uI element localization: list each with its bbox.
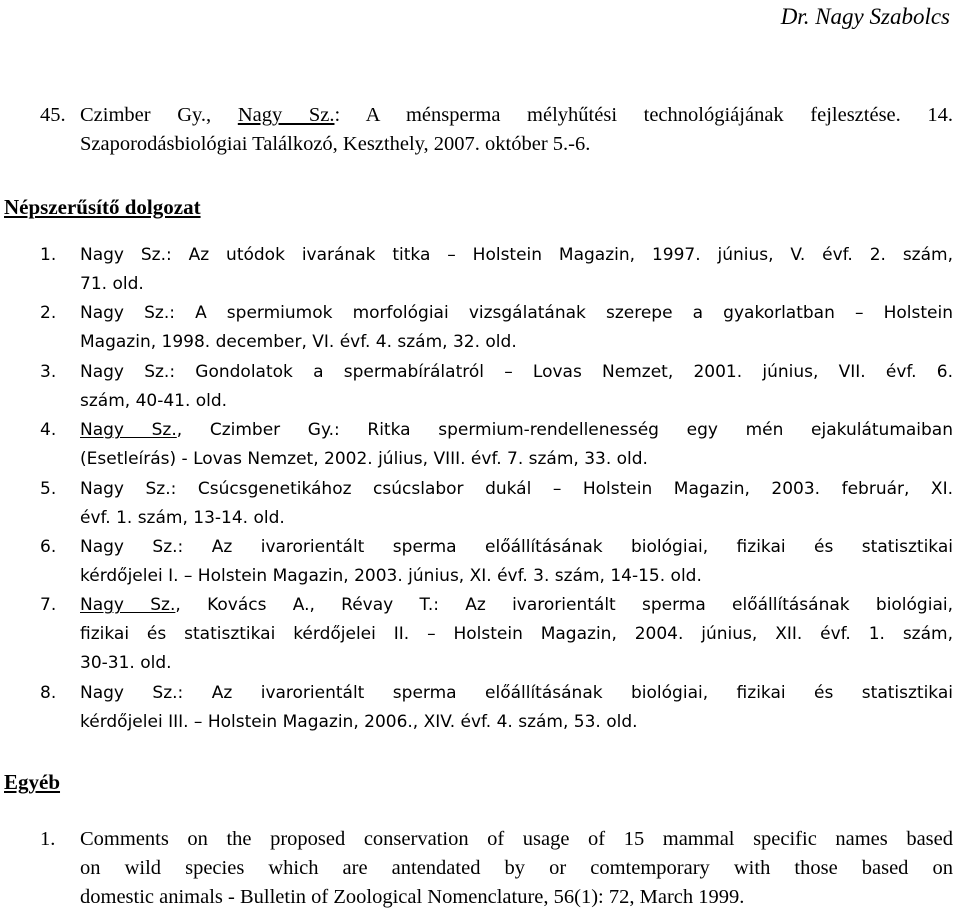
entry-line: Nagy Sz.: Az ivarorientált sperma előállításának biológiai, fizikai és statisztikai xyxy=(80,537,953,557)
entry-45-line-2: Szaporodásbiológiai Találkozó, Keszthely, 2007. október 5.-6. xyxy=(80,133,591,155)
publication-entry xyxy=(40,825,953,912)
publication-entry xyxy=(40,416,953,474)
entry-number: 1. xyxy=(40,828,56,850)
entry-line: Nagy Sz.: Az utódok ivarának titka – Holstein Magazin, 1997. június, V. évf. 2. szám, xyxy=(80,245,953,265)
entry-line: domestic animals - Bulletin of Zoological Nomenclature, 56(1): 72, March 1999. xyxy=(80,886,745,908)
entry-number: 4. xyxy=(40,420,57,441)
publication-entry xyxy=(40,533,953,591)
entry-line: (Esetleírás) - Lovas Nemzet, 2002. július, VIII. évf. 7. szám, 33. old. xyxy=(80,449,648,470)
entry-line: Nagy Sz.: A spermiumok morfológiai vizsgálatának szerepe a gyakorlatban – Holstein xyxy=(80,303,953,324)
entry-line: Magazin, 1998. december, VI. évf. 4. szám, 32. old. xyxy=(80,332,517,353)
underlined-author: Nagy Sz. xyxy=(237,104,335,126)
entry-line: 71. old. xyxy=(80,274,144,294)
entry-45-line-1: Czimber Gy., Nagy Sz.: A ménsperma mélyhűtési technológiájának fejlesztése. 14. xyxy=(80,104,954,126)
entry-number: 45. xyxy=(40,104,66,126)
section-title-other: Egyéb xyxy=(4,770,61,794)
publication-entry-45 xyxy=(40,101,953,159)
publication-entry xyxy=(40,475,953,533)
entry-number: 6. xyxy=(40,537,57,557)
entry-line: fizikai és statisztikai kérdőjelei II. – Holstein Magazin, 2004. június, XII. évf. 1. szám, xyxy=(80,624,953,645)
entry-line: on wild species which are antendated by or comtemporary with those based on xyxy=(80,857,953,879)
entry-line: Nagy Sz.: Csúcsgenetikához csúcslabor dukál – Holstein Magazin, 2003. február, XI. xyxy=(80,478,953,499)
section-title-popular: Népszerűsítő dolgozat xyxy=(4,195,201,219)
entry-number: 3. xyxy=(40,361,57,382)
entry-line: Nagy Sz., Kovács A., Révay T.: Az ivarorientált sperma előállításának biológiai, xyxy=(80,595,953,616)
entry-line: Nagy Sz.: Gondolatok a spermabírálatról – Lovas Nemzet, 2001. június, VII. évf. 6. xyxy=(80,361,953,382)
entry-line: kérdőjelei I. – Holstein Magazin, 2003. június, XI. évf. 3. szám, 14-15. old. xyxy=(80,566,702,586)
publication-entry xyxy=(40,241,953,299)
entry-line: Nagy Sz.: Az ivarorientált sperma előállításának biológiai, fizikai és statisztikai xyxy=(80,683,953,703)
entry-number: 5. xyxy=(40,478,57,499)
publication-entry xyxy=(40,299,953,357)
entry-line: kérdőjelei III. – Holstein Magazin, 2006., XIV. évf. 4. szám, 53. old. xyxy=(80,712,638,732)
publication-entry xyxy=(40,591,953,678)
entry-number: 8. xyxy=(40,683,57,703)
entry-number: 2. xyxy=(40,303,57,324)
entry-line: évf. 1. szám, 13-14. old. xyxy=(80,507,285,528)
entry-number: 7. xyxy=(40,595,57,616)
entry-line: 30-31. old. xyxy=(80,653,172,674)
entry-number: 1. xyxy=(40,245,57,265)
running-header-author: Dr. Nagy Szabolcs xyxy=(780,4,950,29)
underlined-author: Nagy Sz. xyxy=(80,420,177,441)
underlined-author: Nagy Sz. xyxy=(80,595,176,616)
entry-line: szám, 40-41. old. xyxy=(80,390,228,411)
entry-line: Comments on the proposed conservation of usage of 15 mammal specific names based xyxy=(80,828,953,850)
entry-line: Nagy Sz., Czimber Gy.: Ritka spermium-rendellenesség egy mén ejakulátumaiban xyxy=(80,420,953,441)
publication-entry xyxy=(40,358,953,416)
publication-entry xyxy=(40,679,953,737)
